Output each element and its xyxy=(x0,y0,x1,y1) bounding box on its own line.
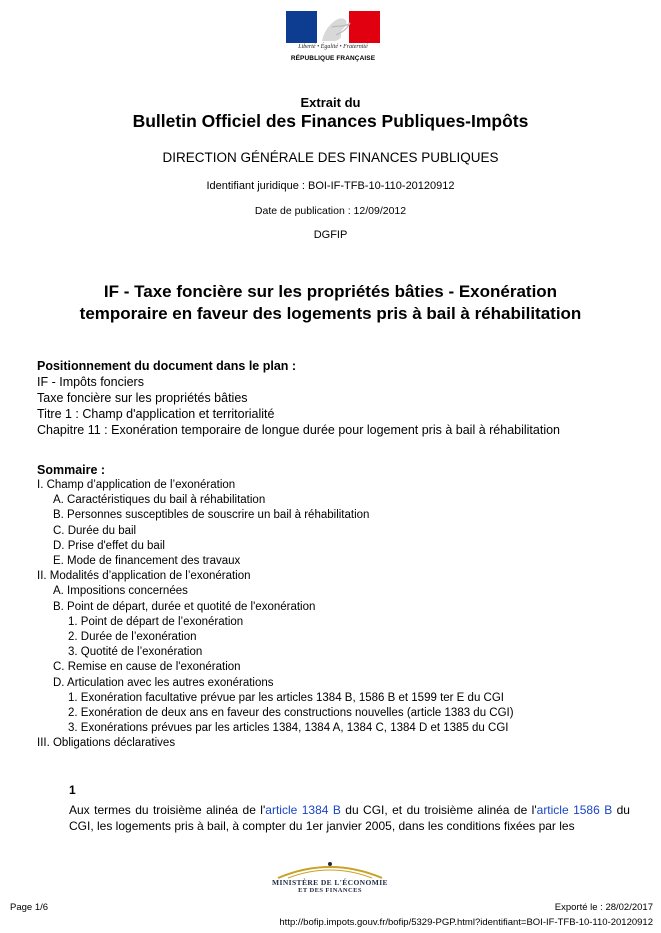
ministere-arc-icon xyxy=(274,858,386,880)
export-date: Exporté le : 28/02/2017 xyxy=(554,902,653,913)
bulletin-title: Bulletin Officiel des Finances Publiques-Impôts xyxy=(132,111,529,131)
identifiant-juridique: Identifiant juridique : BOI-IF-TFB-10-110-20120912 xyxy=(206,180,455,192)
republique-francaise-logo xyxy=(284,11,382,71)
plan-heading: Positionnement du document dans le plan : xyxy=(37,359,297,373)
ministere-line-1: MINISTÈRE DE L'ÉCONOMIE xyxy=(272,878,388,887)
sommaire-list xyxy=(37,478,514,752)
document-title-line-2: temporaire en faveur des logements pris à bail à réhabilitation xyxy=(79,304,582,323)
article-1384b-link[interactable]: article 1384 B xyxy=(265,803,341,817)
logo-motto: Liberté • Égalité • Fraternité xyxy=(298,44,368,50)
paragraph-number: 1 xyxy=(69,783,76,797)
sommaire-item: C. Durée du bail xyxy=(53,524,137,537)
sommaire-item: 1. Exonération facultative prévue par les articles 1384 B, 1586 B et 1599 ter E du CGI xyxy=(68,691,504,704)
sommaire-section xyxy=(37,462,514,752)
sommaire-item: B. Personnes susceptibles de souscrire un bail à réhabilitation xyxy=(53,509,370,522)
paragraph-1 xyxy=(69,802,630,834)
ministere-logo xyxy=(258,858,402,898)
source-url: http://bofip.impots.gouv.fr/bofip/5329-PGP.html?identifiant=BOI-IF-TFB-10-110-20120912 xyxy=(279,917,653,928)
plan-line: Taxe foncière sur les propriétés bâties xyxy=(37,391,248,405)
paragraph-text: Aux termes du troisième alinéa de l' xyxy=(69,803,266,817)
sommaire-item: B. Point de départ, durée et quotité de l'exonération xyxy=(53,600,316,613)
document-title xyxy=(0,281,661,325)
sommaire-item: 3. Exonérations prévues par les articles 1384, 1384 A, 1384 C, 1384 D et 1385 du CGI xyxy=(68,722,509,735)
marianne-logo-icon xyxy=(286,11,380,43)
sommaire-heading: Sommaire : xyxy=(37,463,106,477)
plan-line: IF - Impôts fonciers xyxy=(37,375,144,389)
sommaire-item: D. Articulation avec les autres exonérations xyxy=(53,676,274,689)
logo-republique-label: RÉPUBLIQUE FRANÇAISE xyxy=(290,55,376,62)
paragraph-text: du CGI, et du troisième alinéa de l' xyxy=(340,803,537,817)
direction-label: DIRECTION GÉNÉRALE DES FINANCES PUBLIQUES xyxy=(162,150,499,165)
sommaire-item: III. Obligations déclaratives xyxy=(37,737,176,750)
sommaire-item: II. Modalités d’application de l’exonération xyxy=(37,570,251,583)
sommaire-item: A. Impositions concernées xyxy=(53,585,188,598)
page-number: Page 1/6 xyxy=(10,902,49,913)
date-publication: Date de publication : 12/09/2012 xyxy=(254,205,407,217)
plan-section xyxy=(37,358,560,438)
extrait-label: Extrait du xyxy=(300,95,361,110)
sommaire-item: 3. Quotité de l’exonération xyxy=(68,646,203,659)
sommaire-item: A. Caractéristiques du bail à réhabilitation xyxy=(53,494,266,507)
service-label: DGFIP xyxy=(313,229,348,241)
plan-line: Titre 1 : Champ d'application et territorialité xyxy=(37,407,275,421)
paragraph-text: du CGI, les logements pris à bail, à compter du 1er janvier 2005, dans les conditions fixées par les xyxy=(69,803,630,833)
article-1586b-link[interactable]: article 1586 B xyxy=(536,803,613,817)
sommaire-item: 1. Point de départ de l’exonération xyxy=(68,615,244,628)
sommaire-item: 2. Durée de l’exonération xyxy=(68,631,197,644)
sommaire-item: 2. Exonération de deux ans en faveur des constructions nouvelles (article 1383 du CGI) xyxy=(68,707,514,720)
sommaire-item: I. Champ d’application de l’exonération xyxy=(37,479,236,491)
plan-line: Chapitre 11 : Exonération temporaire de longue durée pour logement pris à bail à réhabilitation xyxy=(37,423,561,437)
sommaire-item: C. Remise en cause de l'exonération xyxy=(53,661,241,674)
document-title-line-1: IF - Taxe foncière sur les propriétés bâties - Exonération xyxy=(103,282,558,301)
ministere-line-2: ET DES FINANCES xyxy=(298,887,362,894)
sommaire-item: D. Prise d'effet du bail xyxy=(53,539,165,552)
sommaire-item: E. Mode de financement des travaux xyxy=(53,555,241,568)
